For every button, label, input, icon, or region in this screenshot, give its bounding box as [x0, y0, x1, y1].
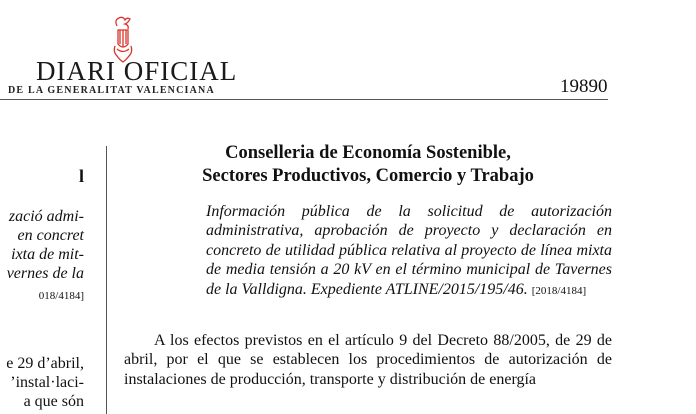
right-column: [124, 142, 612, 389]
notice-reference: [2018/4184]: [531, 284, 587, 297]
page-number: 19890: [560, 76, 608, 97]
department-heading: [124, 142, 612, 188]
left-column-clipped: [0, 0, 86, 414]
left-line: zació admi-: [8, 208, 84, 225]
journal-header: [0, 0, 696, 104]
body-paragraph: A los efectos previstos en el artículo 9 del Decreto 88/2005, de 29 de abril, por el que se establecen los procedimientos de autorización de instalaciones de producción, transporte y distribución de energía: [124, 332, 612, 388]
left-line: en concret: [17, 227, 84, 244]
department-line: Conselleria de Economía Sostenible,: [225, 143, 511, 163]
department-line: Sectores Productivos, Comercio y Trabajo: [202, 166, 534, 186]
left-line: vernes de la: [6, 265, 84, 282]
notice-text: Información pública de la solicitud de autorización administrativa, aprobación de proyecto y declaración en concreto de utilidad pública relativa al proyecto de línea mixta de media tensión a 20 kV en el término municipal de Tavernes de la Valldigna. Expediente ATLINE/2015/195/46.: [206, 203, 612, 298]
left-line: e 29 d’abril,: [6, 355, 84, 372]
column-divider: [106, 146, 107, 414]
masthead-subtitle: DE LA GENERALITAT VALENCIANA: [8, 85, 215, 96]
left-line: a que són: [23, 393, 84, 410]
left-line: ixta de mit-: [11, 246, 84, 263]
masthead: DIARI OFICIAL: [36, 56, 238, 86]
left-line: ’instal·laci-: [10, 374, 84, 391]
left-line: l: [78, 166, 84, 186]
left-line: 018/4184]: [38, 290, 84, 302]
notice-summary: [206, 202, 612, 301]
header-divider: [0, 99, 608, 100]
